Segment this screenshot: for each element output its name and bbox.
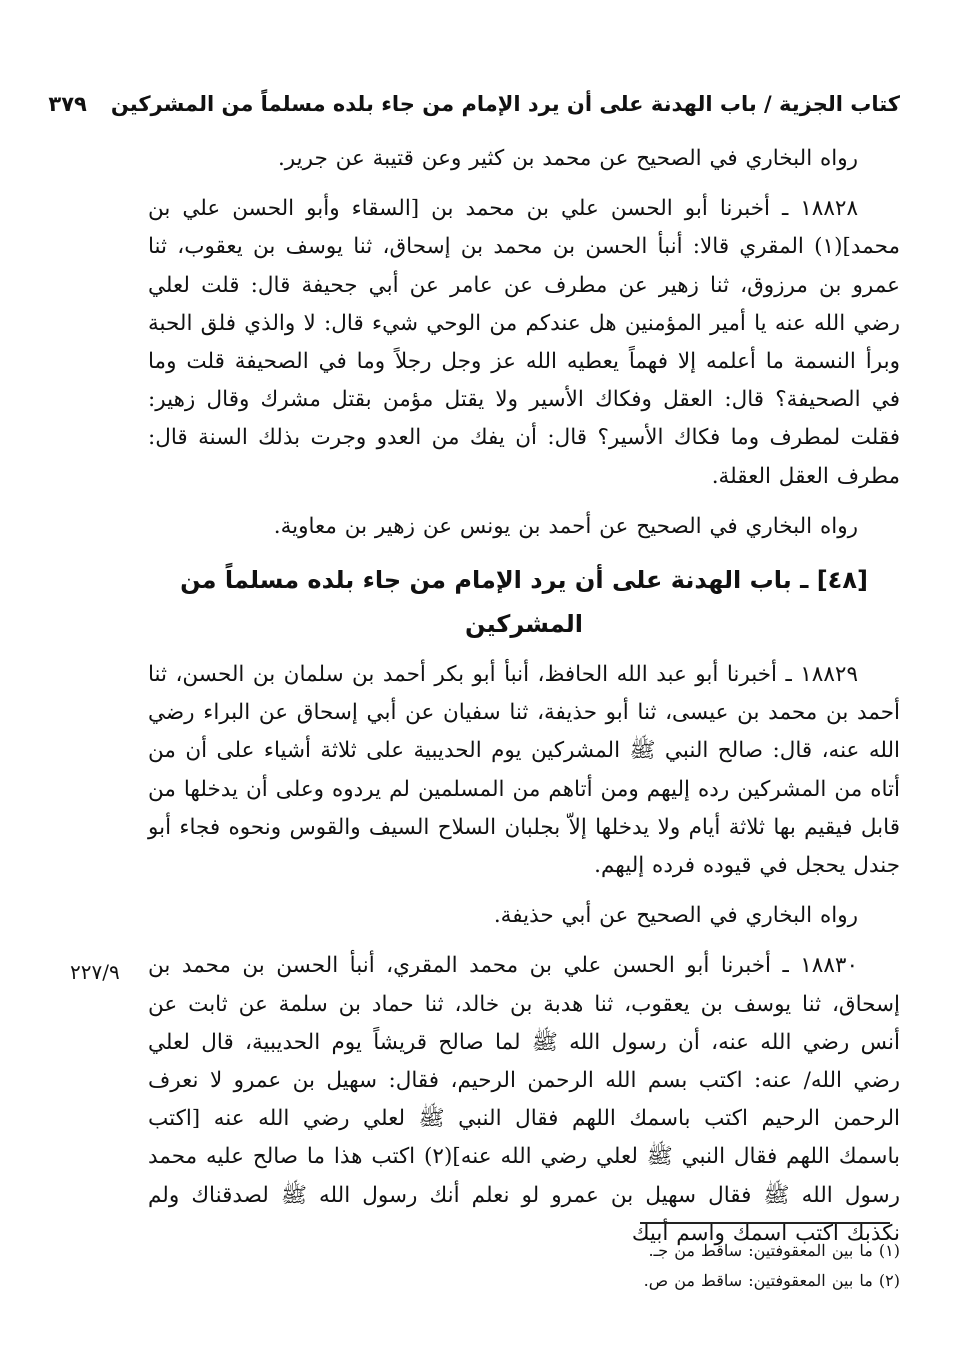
hadith-18830: ١٨٨٣٠ ـ أخبرنا أبو الحسن علي بن محمد المقري، أنبأ الحسن بن محمد بن إسحاق، ثنا يوسف بن يعقوب، ثنا هدبة بن خالد، ثنا حماد بن سلمة عن ثابت عن أنس رضي الله عنه، أن رسول الله ﷺ لما صالح قريشاً يوم الحديبية، قال لعلي رضي الله/ عنه: اكتب بسم الله الرحمن الرحيم، فقال: سهيل بن عمرو لا نعرف الرحمن الرحيم اكتب باسمك اللهم فقال النبي ﷺ لعلي رضي الله عنه [اكتب باسمك اللهم فقال النبي ﷺ لعلي رضي الله عنه](٢) اكتب هذا ما صالح عليه محمد رسول الله ﷺ فقال سهيل بن عمرو لو نعلم أنك رسول الله ﷺ لصدقناك ولم نكذبك اكتب اسمك واسم أبيك <box>148 953 900 1246</box>
footnote-separator <box>640 1222 890 1224</box>
paragraph-attribution-1: رواه البخاري في الصحيح عن محمد بن كثير وعن قتيبة عن جرير. <box>277 146 858 171</box>
hadith-18829: ١٨٨٢٩ ـ أخبرنا أبو عبد الله الحافظ، أنبأ أبو بكر أحمد بن سلمان بن الحسن، ثنا أحمد بن محمد بن عيسى، ثنا أبو حذيفة، ثنا سفيان عن أبي إسحاق عن البراء رضي الله عنه، قال: صالح النبي ﷺ المشركين يوم الحديبية على ثلاثة أشياء على أن من أتاه من المشركين رده إليهم ومن أتاهم من المسلمين لم يردوه وعلى أن يدخلها من قابل فيقيم بها ثلاثة أيام ولا يدخلها إلاّ بجلبان السلاح السيف والقوس ونحوه فجاء أبو جندل يحجل في قيوده فرده إليهم. <box>148 662 900 879</box>
paragraph-attribution-3: رواه البخاري في الصحيح عن أبي حذيفة. <box>493 903 858 929</box>
running-header <box>48 84 900 124</box>
chapter-heading: [٤٨] ـ باب الهدنة على أن يرد الإمام من جاء بلده مسلماً من المشركين <box>180 566 868 639</box>
paragraph-attribution-2: رواه البخاري في الصحيح عن أحمد بن يونس عن زهير بن معاوية. <box>273 513 858 539</box>
footnote-2: (٢) ما بين المعقوفتين: ساقط من ص. <box>643 1271 900 1290</box>
header-title: كتاب الجزية / باب الهدنة على أن يرد الإمام من جاء بلده مسلماً من المشركين <box>110 92 900 116</box>
footnote-1: (١) ما بين المعقوفتين: ساقط من جـ. <box>648 1241 900 1260</box>
margin-reference: ٢٢٧/٩ <box>70 960 120 984</box>
page-number: ٣٧٩ <box>48 92 87 116</box>
footnotes <box>520 1236 900 1296</box>
hadith-18828: ١٨٨٢٨ ـ أخبرنا أبو الحسن علي بن محمد بن [السقاء وأبو الحسن علي بن محمد](١) المقري قالا: أنبأ الحسن بن محمد بن إسحاق، ثنا يوسف بن يعقوب، ثنا عمرو بن مرزوق، ثنا زهير عن مطرف عن عامر عن أبي جحيفة قال: قلت لعلي رضي الله عنه يا أمير المؤمنين هل عندكم من الوحي شيء قال: لا والذي فلق الحبة وبرأ النسمة ما أعلمه إلا فهماً يعطيه الله عز وجل رجلاً وما في الصحيفة قلت وما في الصحيفة؟ قال: العقل وفكاك الأسير ولا يقتل مؤمن بقتل مشرك وقال زهير: فقلت لمطرف وما فكاك الأسير؟ قال: أن يفك من العدو وجرت بذلك السنة قال: مطرف العقل العقلة. <box>148 196 900 489</box>
main-text <box>148 140 900 1253</box>
